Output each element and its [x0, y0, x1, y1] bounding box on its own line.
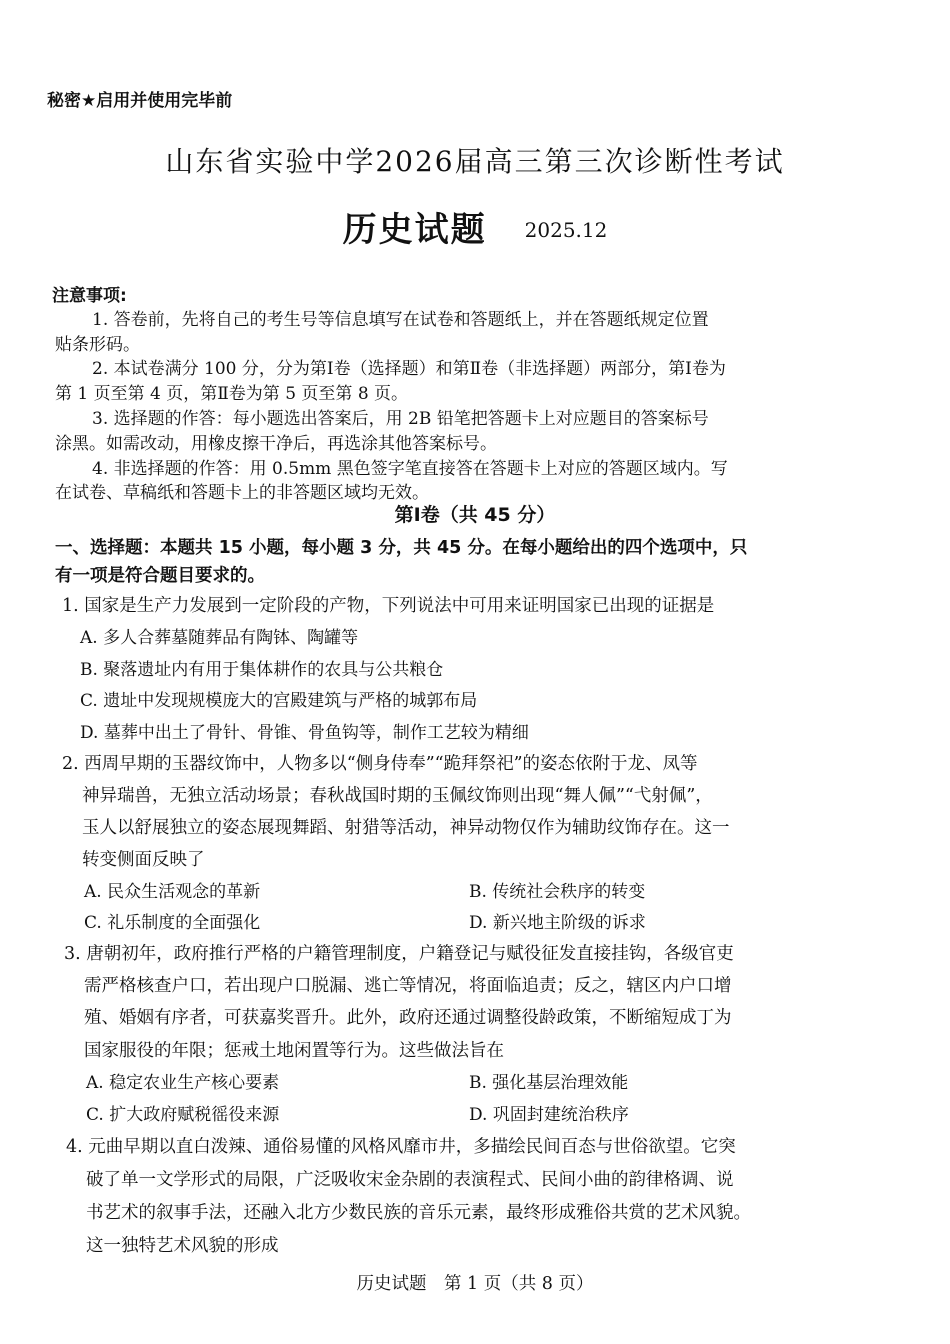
question-2-stem: 玉人以舒展独立的姿态展现舞蹈、射猎等活动，神异动物仅作为辅助纹饰存在。这一: [82, 818, 730, 838]
question-1-option-d: D. 墓葬中出土了骨针、骨锥、骨鱼钩等，制作工艺较为精细: [80, 723, 529, 743]
volume-title: 第Ⅰ卷（共 45 分）: [394, 504, 556, 526]
notice-line: 涂黑。如需改动，用橡皮擦干净后，再选涂其他答案标号。: [55, 434, 497, 454]
question-3-option-b: B. 强化基层治理效能: [469, 1073, 629, 1093]
section-instruction: 有一项是符合题目要求的。: [55, 566, 265, 586]
subject-row: [0, 202, 950, 251]
notice-line: 贴条形码。: [55, 335, 140, 355]
question-3-stem: 国家服役的年限；惩戒土地闲置等行为。这些做法旨在: [84, 1041, 504, 1061]
question-2-option-c: C. 礼乐制度的全面强化: [84, 913, 261, 933]
notice-line: 2. 本试卷满分 100 分，分为第Ⅰ卷（选择题）和第Ⅱ卷（非选择题）两部分，第Ⅰ卷为: [92, 359, 726, 379]
question-3-stem: 3. 唐朝初年，政府推行严格的户籍管理制度，户籍登记与赋役征发直接挂钩，各级官吏: [64, 944, 734, 964]
question-2-option-a: A. 民众生活观念的革新: [84, 882, 261, 902]
question-4-stem: 这一独特艺术风貌的形成: [86, 1236, 279, 1256]
question-3-stem: 殖、婚姻有序者，可获嘉奖晋升。此外，政府还通过调整役龄政策，不断缩短成丁为: [84, 1008, 732, 1028]
notice-heading: 注意事项:: [52, 286, 127, 306]
question-4-stem: 破了单一文学形式的局限，广泛吸收宋金杂剧的表演程式、民间小曲的韵律格调、说: [86, 1170, 734, 1190]
question-2-stem: 神异瑞兽，无独立活动场景；春秋战国时期的玉佩纹饰则出现“舞人佩”“弋射佩”，: [82, 786, 713, 806]
question-1-stem: 1. 国家是生产力发展到一定阶段的产物，下列说法中可用来证明国家已出现的证据是: [62, 596, 715, 616]
notice-line: 4. 非选择题的作答：用 0.5mm 黑色签字笔直接答在答题卡上对应的答题区域内。写: [92, 459, 728, 479]
question-3-option-a: A. 稳定农业生产核心要素: [86, 1073, 280, 1093]
question-2-option-d: D. 新兴地主阶级的诉求: [469, 913, 646, 933]
question-1-option-b: B. 聚落遗址内有用于集体耕作的农具与公共粮仓: [80, 660, 444, 680]
question-3-stem: 需严格核查户口，若出现户口脱漏、逃亡等情况，将面临追责；反之，辖区内户口增: [84, 976, 732, 996]
confidential-label: 秘密★启用并使用完毕前: [47, 91, 233, 111]
question-3-option-d: D. 巩固封建统治秩序: [469, 1105, 629, 1125]
exam-school-title: 山东省实验中学2026届高三第三次诊断性考试: [165, 145, 785, 178]
question-4-stem: 4. 元曲早期以直白泼辣、通俗易懂的风格风靡市井，多描绘民间百态与世俗欲望。它突: [66, 1137, 736, 1157]
notice-line: 3. 选择题的作答：每小题选出答案后，用 2B 铅笔把答题卡上对应题目的答案标号: [92, 409, 709, 429]
question-1-option-a: A. 多人合葬墓随葬品有陶钵、陶罐等: [80, 628, 359, 648]
question-3-option-c: C. 扩大政府赋税徭役来源: [86, 1105, 280, 1125]
subject-title: 历史试题: [342, 210, 487, 250]
question-2-stem: 转变侧面反映了: [82, 850, 205, 870]
notice-line: 在试卷、草稿纸和答题卡上的非答题区域均无效。: [55, 483, 429, 503]
page-footer: 历史试题 第 1 页（共 8 页）: [356, 1274, 594, 1294]
notice-line: 第 1 页至第 4 页，第Ⅱ卷为第 5 页至第 8 页。: [55, 384, 409, 404]
question-2-option-b: B. 传统社会秩序的转变: [469, 882, 646, 902]
question-2-stem: 2. 西周早期的玉器纹饰中，人物多以“侧身侍奉”“跪拜祭祀”的姿态依附于龙、凤等: [62, 754, 698, 774]
notice-line: 1. 答卷前，先将自己的考生号等信息填写在试卷和答题纸上，并在答题纸规定位置: [92, 310, 709, 330]
question-1-option-c: C. 遗址中发现规模庞大的宫殿建筑与严格的城郭布局: [80, 691, 478, 711]
question-4-stem: 书艺术的叙事手法，还融入北方少数民族的音乐元素，最终形成雅俗共赏的艺术风貌。: [86, 1203, 751, 1223]
section-instruction: 一、选择题：本题共 15 小题，每小题 3 分，共 45 分。在每小题给出的四个选项中，只: [55, 538, 748, 558]
exam-date: 2025.12: [524, 218, 608, 242]
